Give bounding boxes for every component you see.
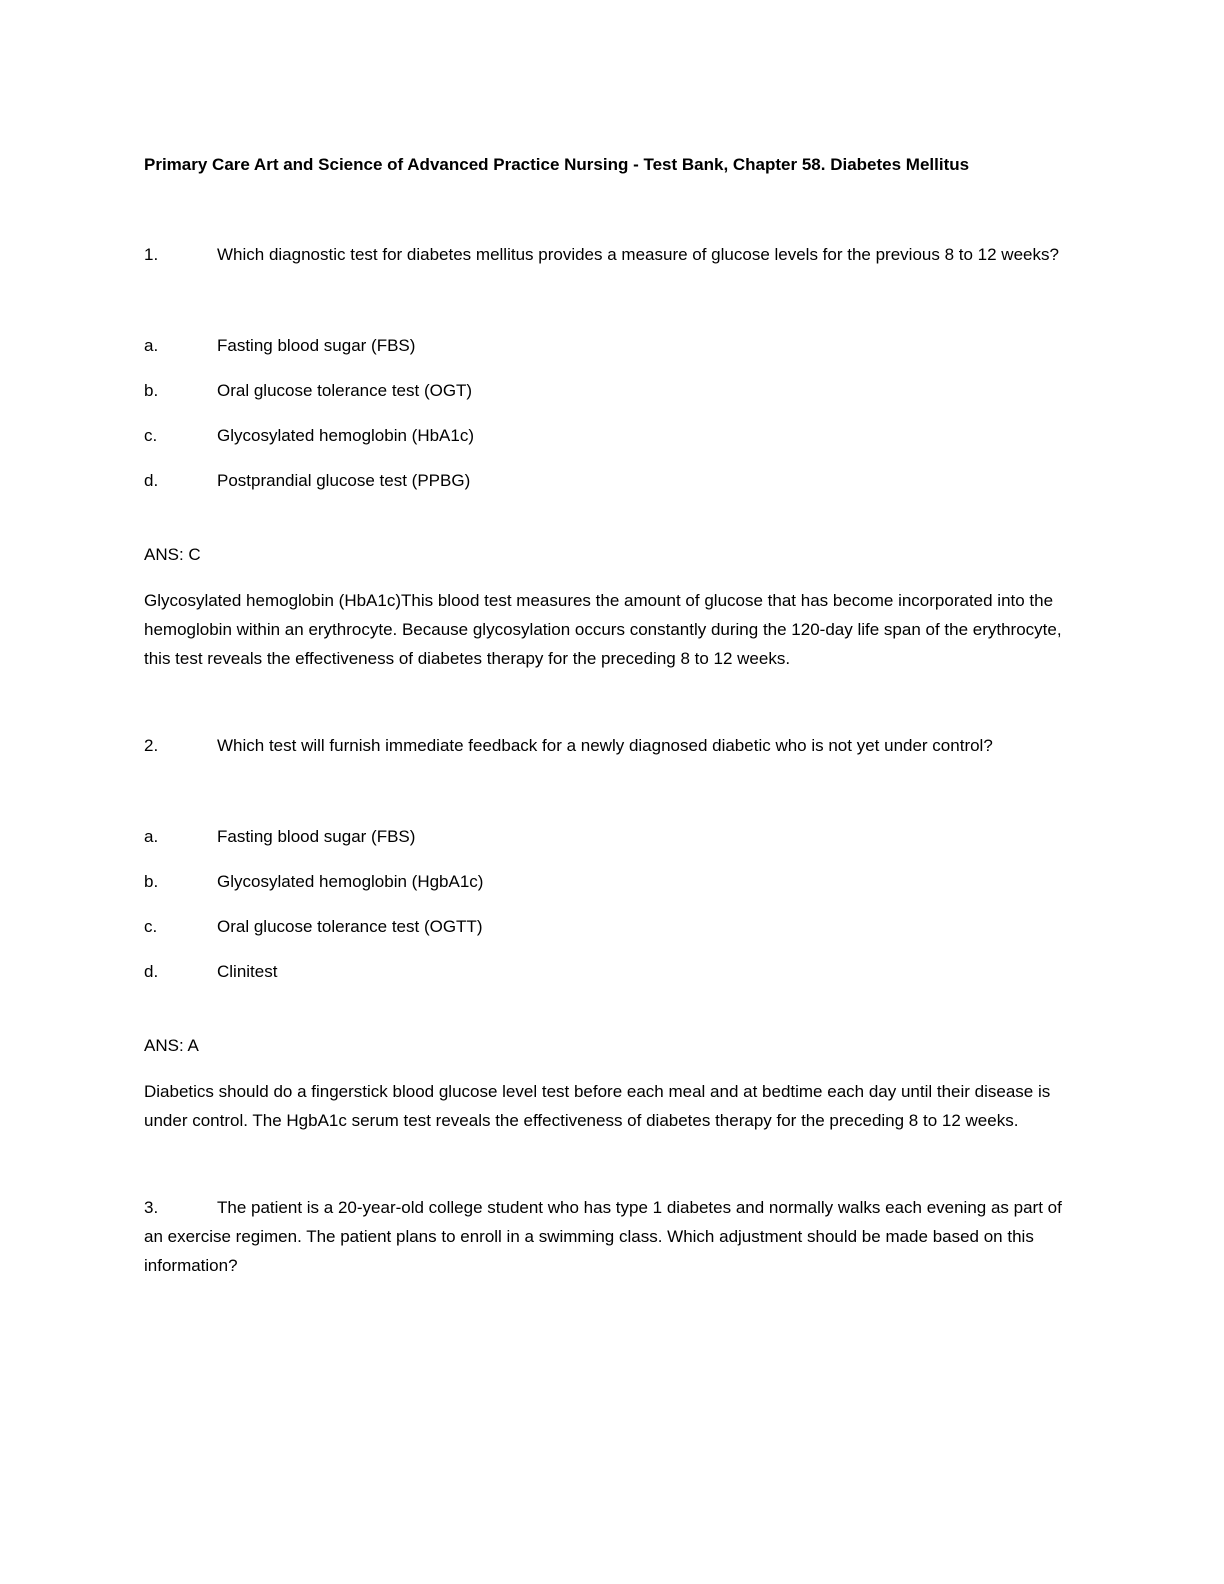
question-block-1 [144,240,1080,673]
option-text: Fasting blood sugar (FBS) [217,336,416,355]
option-letter: d. [144,962,159,981]
question-1-number: 1. [144,245,159,264]
question-2-option-a [144,822,1080,851]
question-3-body: The patient is a 20-year-old college student who has type 1 diabetes and normally walks each evening as part of an exercise regimen. The patient plans to enroll in a swimming class. Which adjustment should be made based on this information? [144,1198,1062,1275]
option-letter: b. [144,872,159,891]
question-2-option-d [144,957,1080,986]
question-1-option-b [144,376,1080,405]
question-3-number: 3. [144,1198,159,1217]
question-2-option-b [144,867,1080,896]
question-1-answer: ANS: C [144,545,201,564]
question-2-body: Which test will furnish immediate feedback for a newly diagnosed diabetic who is not yet under control? [217,736,993,755]
option-letter: b. [144,381,159,400]
question-block-3 [144,1193,1080,1280]
question-1-option-c [144,421,1080,450]
question-1-text [144,240,1080,269]
question-2-number: 2. [144,736,159,755]
question-2-answer: ANS: A [144,1036,199,1055]
option-letter: a. [144,827,159,846]
option-text: Clinitest [217,962,278,981]
option-text: Postprandial glucose test (PPBG) [217,471,471,490]
question-1-rationale: Glycosylated hemoglobin (HbA1c)This blood test measures the amount of glucose that has become incorporated into the hemoglobin within an erythrocyte. Because glycosylation occurs constantly during the 120-day life span of the erythrocyte, this test reveals the effectiveness of diabetes therapy for the preceding 8 to 12 weeks. [144,591,1062,668]
question-2-option-c [144,912,1080,941]
option-text: Oral glucose tolerance test (OGT) [217,381,473,400]
question-1-option-d [144,466,1080,495]
option-text: Glycosylated hemoglobin (HbA1c) [217,426,475,445]
option-letter: a. [144,336,159,355]
question-2-rationale: Diabetics should do a fingerstick blood glucose level test before each meal and at bedtime each day until their disease is under control. The HgbA1c serum test reveals the effectiveness of diabetes therapy for the preceding 8 to 12 weeks. [144,1082,1051,1130]
question-1-option-a [144,331,1080,360]
question-2-options [144,822,1080,986]
option-letter: c. [144,917,158,936]
question-2-text [144,731,1080,760]
option-letter: c. [144,426,158,445]
option-text: Oral glucose tolerance test (OGTT) [217,917,483,936]
question-block-2 [144,731,1080,1135]
option-text: Glycosylated hemoglobin (HgbA1c) [217,872,484,891]
option-text: Fasting blood sugar (FBS) [217,827,416,846]
question-1-body: Which diagnostic test for diabetes mellitus provides a measure of glucose levels for the previous 8 to 12 weeks? [217,245,1059,264]
question-3-text [144,1193,1080,1280]
document-title: Primary Care Art and Science of Advanced Practice Nursing - Test Bank, Chapter 58. Diabetes Mellitus [144,155,970,174]
option-letter: d. [144,471,159,490]
question-1-options [144,331,1080,495]
